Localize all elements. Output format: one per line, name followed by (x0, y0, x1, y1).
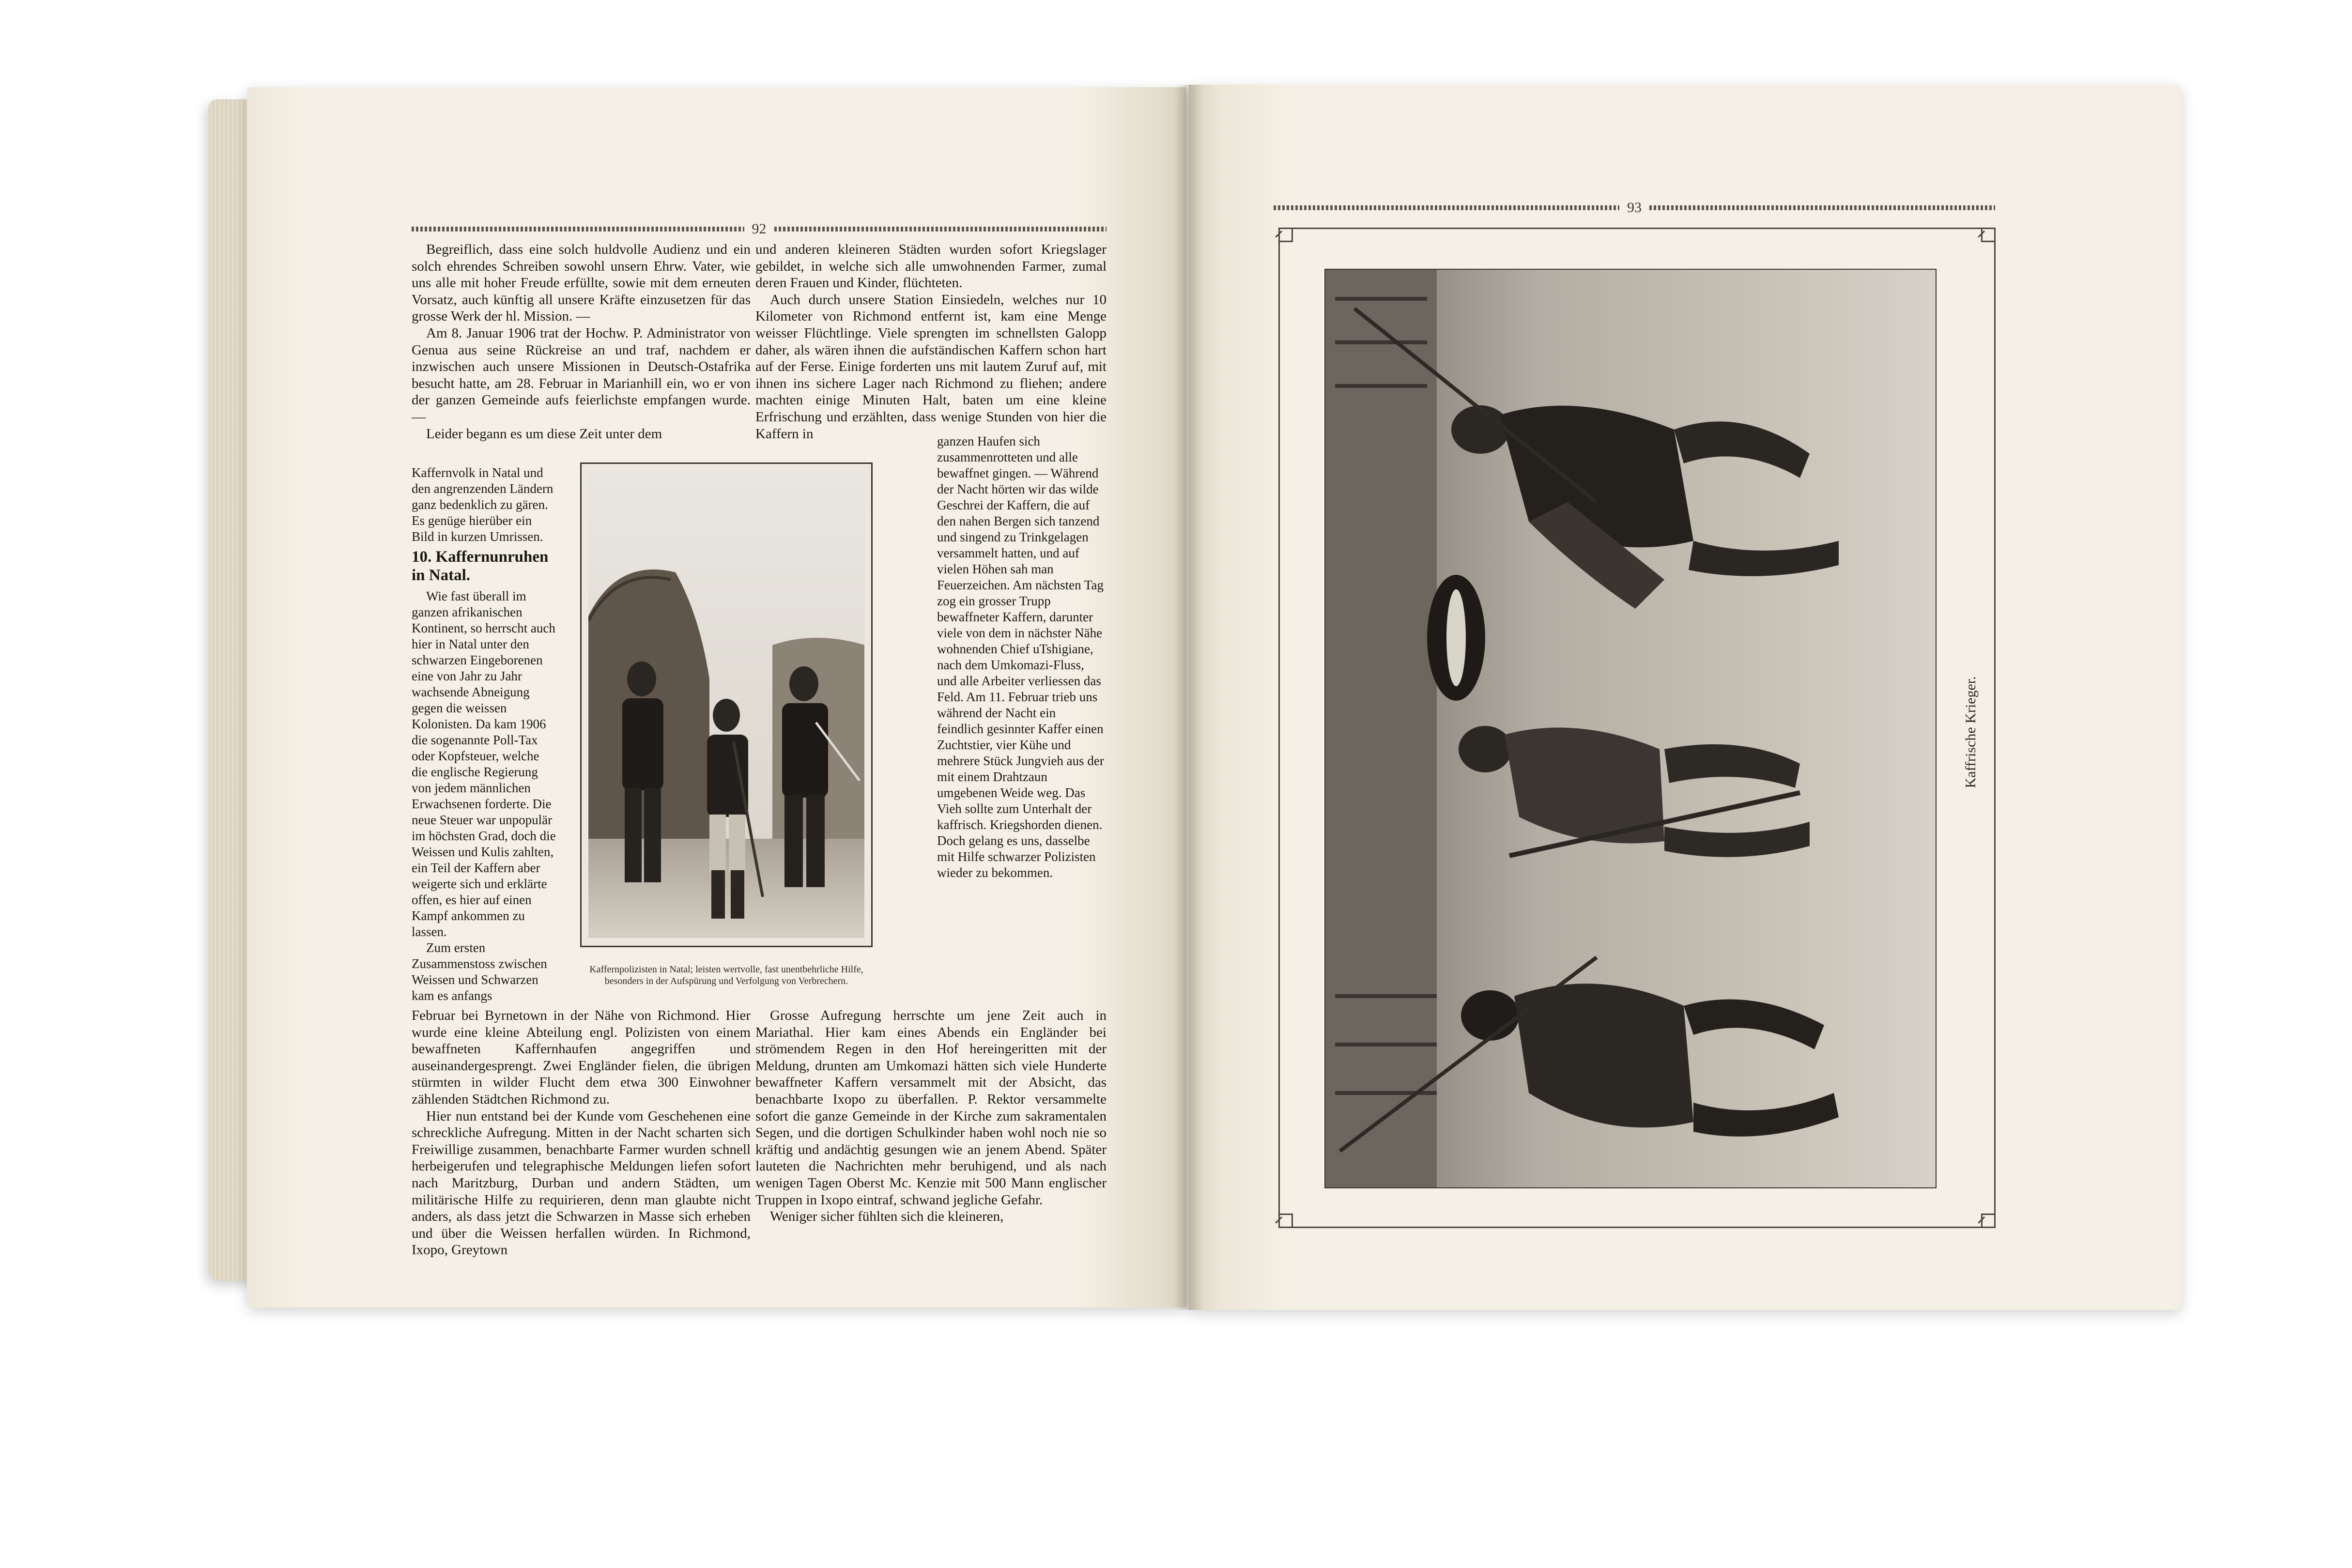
corner-ornament (1278, 228, 1293, 242)
paragraph: Februar bei Byrnetown in der Nähe von Richmond. Hier wurde eine kleine Abteilung engl. Polizisten von einem bewaffneten Kaffernhaufen angegriffen und auseinandergesprengt. Zwei Engländer fielen, die übrigen stürmten in wilder Flucht dem etwa 300 Einwohner zählenden Städtchen Richmond zu. (412, 1008, 751, 1107)
warriors-photo-image (1325, 270, 1936, 1187)
caption-line: besonders in der Aufspürung und Verfolgung von Verbrechern. (604, 976, 848, 986)
page-number-left: 92 (752, 221, 767, 237)
corner-ornament (1981, 1214, 1996, 1228)
paragraph: Begreiflich, dass eine solch huldvolle Audienz und ein solch ehrendes Schreiben sowohl unsern Ehrw. Vater, wie uns alle mit hoher Freude erfüllte, sowie mit dem erneuten Vorsatz, auch künftig all unsere Kräfte einzusetzen für das grosse Werk der hl. Mission. — (412, 242, 751, 324)
paragraph: Hier nun entstand bei der Kunde vom Geschehenen eine schreckliche Aufregung. Mitten in der Nacht scharten sich Freiwillige zusammen, benachbarte Farmer wurden schnell herbeigerufen und telegraphische Meldungen liefen sofort nach Maritzburg, Durban und andern Städten, um militärische Hilfe zu requirieren, denn man glaubte nicht anders, als dass jetzt die Schwarzen in Masse sich erheben und über die Weissen herfallen würden. In Richmond, Ixopo, Greytown (412, 1108, 751, 1258)
warriors-photo-frame (1324, 269, 1937, 1188)
left-column-top (412, 241, 751, 442)
corner-ornament (1981, 228, 1996, 242)
police-photo (588, 471, 864, 938)
left-page-header (412, 221, 1107, 237)
paragraph: und anderen kleineren Städten wurden sofort Kriegslager gebildet, in welche sich alle umwohnenden Farmer, zumal deren Frauen und Kinder, flüchteten. (755, 242, 1107, 291)
paragraph: Weniger sicher fühlten sich die kleineren, (770, 1209, 1004, 1225)
paragraph: Am 8. Januar 1906 trat der Hochw. P. Administrator von Genua aus seine Rückreise an und traf, nachdem er inzwischen auch unsere Missionen in Deutsch-Ostafrika besucht hatte, am 28. Februar in Marianhill ein, wo er von der ganzen Gemeinde aufs feierlichste empfangen wurde. — (412, 325, 751, 425)
header-ornament-right (774, 227, 1107, 231)
section-heading: 10. Kaffernunruhen in Natal. (412, 548, 549, 584)
right-column-bottom (755, 1007, 1107, 1225)
right-column-narrow (937, 433, 1104, 881)
paragraph: Wie fast überall im ganzen afrikanischen Kontinent, so herrscht auch hier in Natal unter den schwarzen Eingeborenen eine von Jahr zu Jahr wachsende Abneigung gegen die weissen Kolonisten. Da kam 1906 die sogenannte Poll-Tax oder Kopfsteuer, welche die englische Regierung von jedem männlichen Erwachsenen forderte. Die neue Steuer war unpopulär im höchsten Grad, doch die Weissen und Kulis zahlten, ein Teil der Kaffern aber weigerte sich und erklärte offen, es hier auf einen Kampf ankommen zu lassen. (412, 589, 556, 939)
right-column-top (755, 241, 1107, 442)
header-ornament-right (1649, 205, 1995, 210)
paragraph: Auch durch unsere Station Einsiedeln, welches nur 10 Kilometer von Richmond entfernt ist, kam eine Menge weisser Flüchtlinge. Viele sprengten im schnellsten Galopp daher, als wären ihnen die aufständischen Kaffern schon hart auf der Ferse. Einige forderten uns mit lautem Zuruf auf, mit ihnen ins sichere Lager nach Richmond zu fliehen; andere machten einige Minuten Halt, baten um eine kleine Erfrischung und erzählten, dass wenige Stunden von hier die Kaffern in (755, 292, 1107, 442)
paragraph: Grosse Aufregung herrschte um jene Zeit auch in Mariathal. Hier kam eines Abends ein Engländer bei strömendem Regen in den Hof hereingeritten mit der Meldung, drunten am Umkomazi hätten sich viele Hunderte bewaffneter Kaffern versammelt mit der Absicht, das benachbarte Ixopo zu überfallen. P. Rektor versammelte sofort die ganze Gemeinde in der Kirche zum sakramentalen Segen, und die dortigen Schulkinder haben wohl noch nie so kräftig und andächtig gesungen wie an jenem Abend. Später lauteten die Nachrichten mehr beruhigend, und als nach wenigen Tagen Oberst Mc. Kenzie mit 500 Mann englischer Truppen in Ixopo eintraf, schwand jegliche Gefahr. (755, 1008, 1107, 1208)
police-photo-frame (580, 462, 873, 947)
right-page-header (1274, 202, 1995, 213)
left-column-bottom (412, 1007, 751, 1259)
caption-line: Kaffernpolizisten in Natal; leisten wertvolle, fast unentbehrliche Hilfe, (589, 964, 863, 975)
paragraph: Leider begann es um diese Zeit unter dem (426, 426, 662, 442)
paragraph: Zum ersten Zusammenstoss zwischen Weissen und Schwarzen kam es anfangs (412, 940, 547, 1003)
corner-ornament (1278, 1214, 1293, 1228)
police-photo-caption (562, 964, 891, 987)
header-ornament-left (1274, 205, 1619, 210)
book-gutter (1174, 85, 1203, 1310)
left-column-narrow (412, 465, 557, 1004)
page-number-right: 93 (1627, 200, 1642, 215)
police-photo-image (588, 471, 864, 938)
header-ornament-left (412, 227, 744, 231)
paragraph: Kaffernvolk in Natal und den angrenzenden Ländern ganz bedenklich zu gären. Es genüge hierüber ein Bild in kurzen Umrissen. (412, 465, 553, 544)
paragraph: ganzen Haufen sich zusammenrotteten und alle bewaffnet gingen. — Während der Nacht hörten wir das wilde Geschrei der Kaffern, die auf den nahen Bergen sich tanzend und singend zu Trinkgelagen versammelt hatten, und auf vielen Höhen sah man Feuerzeichen. Am nächsten Tag zog ein grosser Trupp bewaffneter Kaffern, darunter viele von dem in nächster Nähe wohnenden Chief uTshigiane, nach dem Umkomazi-Fluss, und alle Arbeiter verliessen das Feld. Am 11. Februar trieb uns während der Nacht ein feindlich gesinnter Kaffer einen Zuchtstier, vier Kühe und mehrere Stück Jungvieh aus der mit einem Drahtzaun umgebenen Weide weg. Das Vieh sollte zum Unterhalt der kaffrisch. Kriegshorden dienen. Doch gelang es uns, dasselbe mit Hilfe schwarzer Polizisten wieder zu bekommen. (937, 434, 1104, 880)
plate-caption: Kaffrische Krieger. (1963, 676, 1979, 788)
